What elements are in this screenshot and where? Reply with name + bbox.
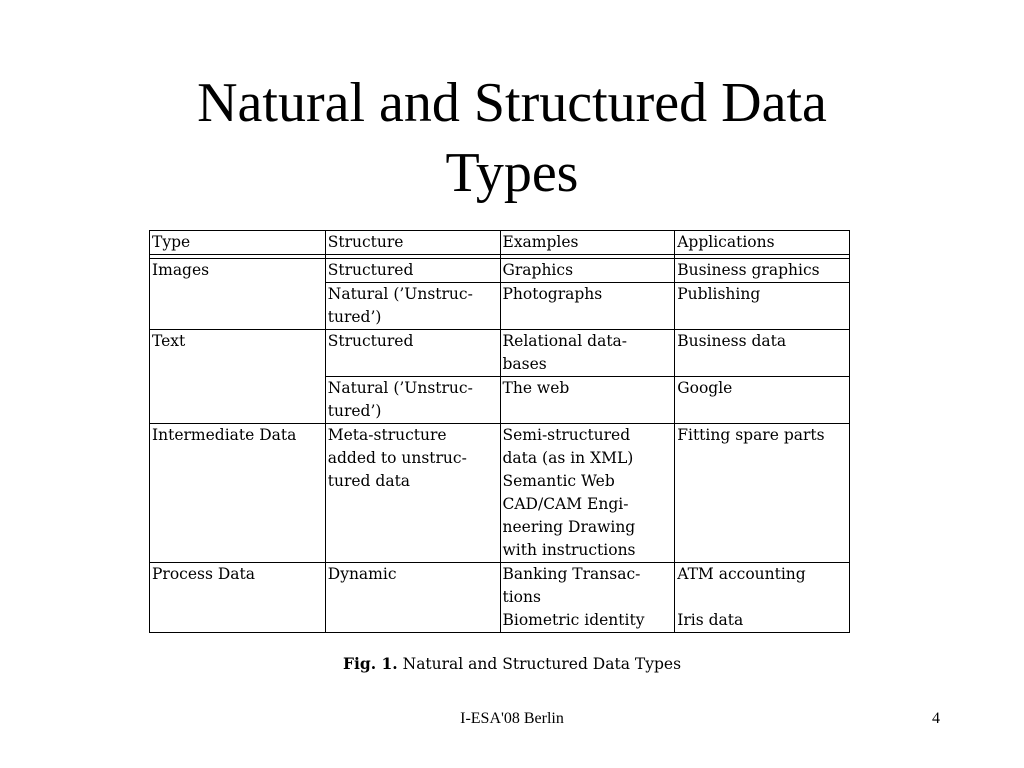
header-type: Type (150, 231, 326, 255)
slide-title-line-2: Types (445, 142, 579, 204)
header-examples: Examples (500, 231, 675, 255)
cell-examples: Photographs (500, 283, 675, 330)
footer-event: I-ESA'08 Berlin (460, 710, 564, 727)
cell-applications: ATM accounting Iris data (675, 563, 850, 633)
cell-type: Text (150, 330, 326, 377)
cell-applications: Google (675, 377, 850, 424)
cell-examples: Relational data- bases (500, 330, 675, 377)
table-row (150, 259, 850, 283)
data-types-table (149, 230, 850, 633)
table-row (150, 563, 850, 633)
cell-structure: Natural (’Unstruc- tured’) (325, 377, 500, 424)
cell-examples: Banking Transac- tions Biometric identity (500, 563, 675, 633)
caption-text: Natural and Structured Data Types (402, 655, 682, 673)
header-applications: Applications (675, 231, 850, 255)
cell-structure: Structured (325, 330, 500, 377)
cell-type (150, 283, 326, 330)
cell-type: Images (150, 259, 326, 283)
figure-caption (0, 654, 1024, 673)
page-number: 4 (932, 710, 940, 727)
caption-label: Fig. 1. (342, 654, 398, 673)
cell-structure: Dynamic (325, 563, 500, 633)
cell-type (150, 377, 326, 424)
cell-applications: Business data (675, 330, 850, 377)
slide-title (0, 68, 1024, 208)
cell-applications: Publishing (675, 283, 850, 330)
cell-structure: Natural (’Unstruc- tured’) (325, 283, 500, 330)
table-row (150, 283, 850, 330)
header-structure: Structure (325, 231, 500, 255)
table-row (150, 424, 850, 563)
table-header-row (150, 231, 850, 255)
cell-examples: The web (500, 377, 675, 424)
cell-structure: Structured (325, 259, 500, 283)
cell-applications: Fitting spare parts (675, 424, 850, 563)
slide-title-line-1: Natural and Structured Data (197, 72, 827, 134)
cell-type: Process Data (150, 563, 326, 633)
cell-examples: Semi-structured data (as in XML) Semantic Web CAD/CAM Engi- neering Drawing with instructions (500, 424, 675, 563)
cell-examples: Graphics (500, 259, 675, 283)
cell-applications: Business graphics (675, 259, 850, 283)
cell-structure: Meta-structure added to unstruc- tured data (325, 424, 500, 563)
cell-type: Intermediate Data (150, 424, 326, 563)
table-row (150, 377, 850, 424)
table-row (150, 330, 850, 377)
